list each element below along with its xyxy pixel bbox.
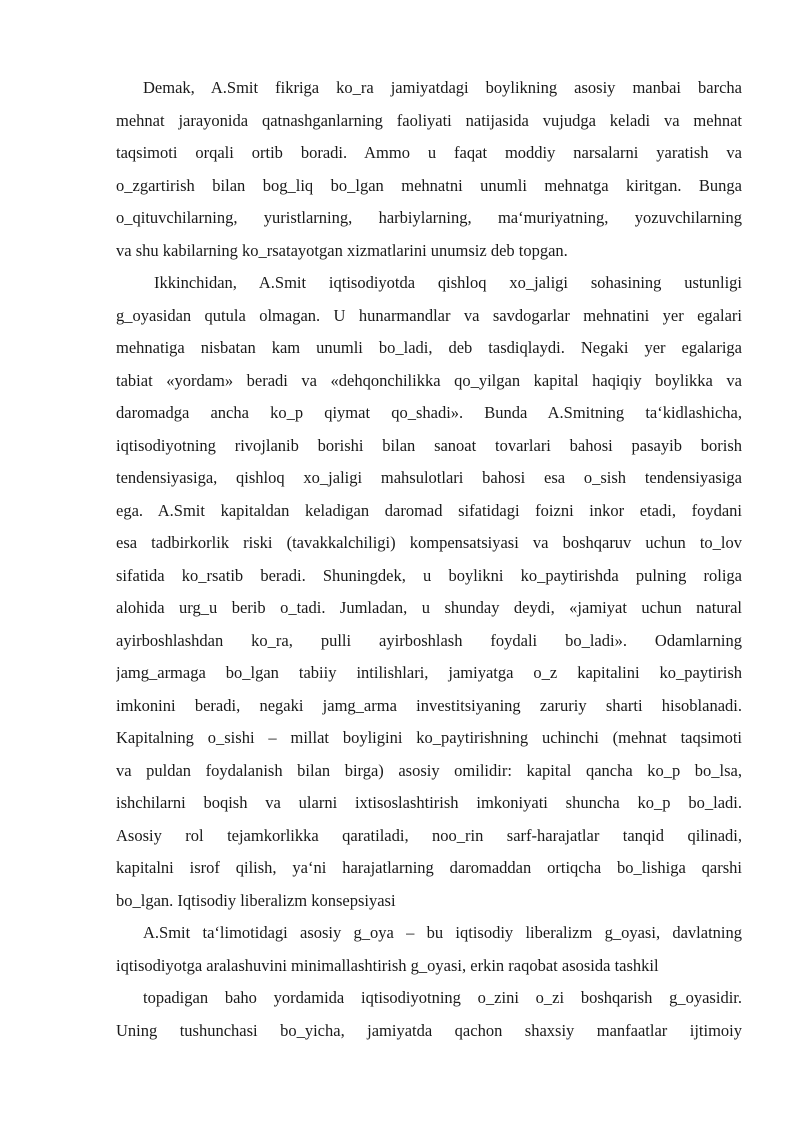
- text-line: A.Smit ta‘limotidagi asosiy g_oya – bu iqtisodiy liberalizm g_oyasi, davlatning: [143, 923, 742, 942]
- text-line: ega. A.Smit kapitaldan keladigan daromad sifatidagi foizni inkor etadi, foydani: [116, 500, 742, 520]
- text-line: g_oyasidan qutula olmagan. U hunarmandlar va savdogarlar mehnatini yer egalari: [116, 305, 742, 325]
- text-line: va puldan foydalanish bilan birga) asosiy omilidir: kapital qancha ko_p bo_lsa,: [116, 760, 742, 780]
- text-line: Uning tushunchasi bo_yicha, jamiyatda qachon shaxsiy manfaatlar ijtimoiy: [116, 1020, 742, 1040]
- text-line: kapitalni isrof qilish, ya‘ni harajatlarning daromaddan ortiqcha bo_lishiga qarshi: [116, 858, 742, 877]
- text-line: o_zgartirish bilan bog_liq bo_lgan mehnatni unumli mehnatga kiritgan. Bunga: [116, 175, 742, 195]
- text-line: esa tadbirkorlik riski (tavakkalchiligi) kompensatsiyasi va boshqaruv uchun to_lov: [116, 533, 742, 552]
- text-line: alohida urg_u berib o_tadi. Jumladan, u shunday deydi, «jamiyat uchun natural: [116, 598, 742, 617]
- text-line: ayirboshlashdan ko_ra, pulli ayirboshlash foydali bo_ladi». Odamlarning: [116, 630, 742, 650]
- text-line: jamg_armaga bo_lgan tabiiy intilishlari, jamiyatga o_z kapitalini ko_paytirish: [116, 663, 742, 682]
- text-line: tendensiyasiga, qishloq xo_jaligi mahsulotlari bahosi esa o_sish tendensiyasiga: [116, 468, 742, 487]
- paragraph: [116, 267, 742, 917]
- text-line: mehnat jarayonida qatnashganlarning faoliyati natijasida vujudga keladi va mehnat: [116, 110, 742, 130]
- paragraph: [116, 982, 742, 1047]
- text-line: iqtisodiyotning rivojlanib borishi bilan sanoat tovarlari bahosi pasayib borish: [116, 435, 742, 455]
- text-line: topadigan baho yordamida iqtisodiyotning o_zini o_zi boshqarish g_oyasidir.: [143, 988, 742, 1007]
- text-line: daromadga ancha ko_p qiymat qo_shadi». Bunda A.Smitning ta‘kidlashicha,: [116, 403, 742, 422]
- text-line: tabiat «yordam» beradi va «dehqonchilikka qo_yilgan kapital haqiqiy boylikka va: [116, 370, 742, 390]
- text-line: taqsimoti orqali ortib boradi. Ammo u faqat moddiy narsalarni yaratish va: [116, 143, 742, 162]
- text-line: o_qituvchilarning, yuristlarning, harbiylarning, ma‘muriyatning, yozuvchilarning: [116, 208, 742, 227]
- paragraph: [116, 72, 742, 267]
- paragraph: [116, 917, 742, 982]
- text-line: va shu kabilarning ko_rsatayotgan xizmatlarini unumsiz deb topgan.: [116, 240, 568, 260]
- text-line: imkonini beradi, negaki jamg_arma investitsiyaning zaruriy sharti hisoblanadi.: [116, 695, 742, 715]
- text-line: sifatida ko_rsatib beradi. Shuningdek, u boylikni ko_paytirishda pulning roliga: [116, 565, 742, 585]
- document-page: [116, 72, 742, 1047]
- text-line: iqtisodiyotga aralashuvini minimallashtirish g_oyasi, erkin raqobat asosida tashkil: [116, 955, 659, 975]
- text-line: ishchilarni boqish va ularni ixtisoslashtirish imkoniyati shuncha ko_p bo_ladi.: [116, 793, 742, 812]
- text-line: Kapitalning o_sishi – millat boyligini ko_paytirishning uchinchi (mehnat taqsimoti: [116, 728, 742, 747]
- text-line: mehnatiga nisbatan kam unumli bo_ladi, deb tasdiqlaydi. Negaki yer egalariga: [116, 338, 742, 357]
- text-line: Asosiy rol tejamkorlikka qaratiladi, noo_rin sarf-harajatlar tanqid qilinadi,: [116, 825, 742, 845]
- text-line: Ikkinchidan, A.Smit iqtisodiyotda qishloq xo_jaligi sohasining ustunligi: [154, 273, 742, 292]
- text-line: Demak, A.Smit fikriga ko_ra jamiyatdagi boylikning asosiy manbai barcha: [143, 78, 742, 97]
- text-line: bo_lgan. Iqtisodiy liberalizm konsepsiyasi: [116, 890, 396, 910]
